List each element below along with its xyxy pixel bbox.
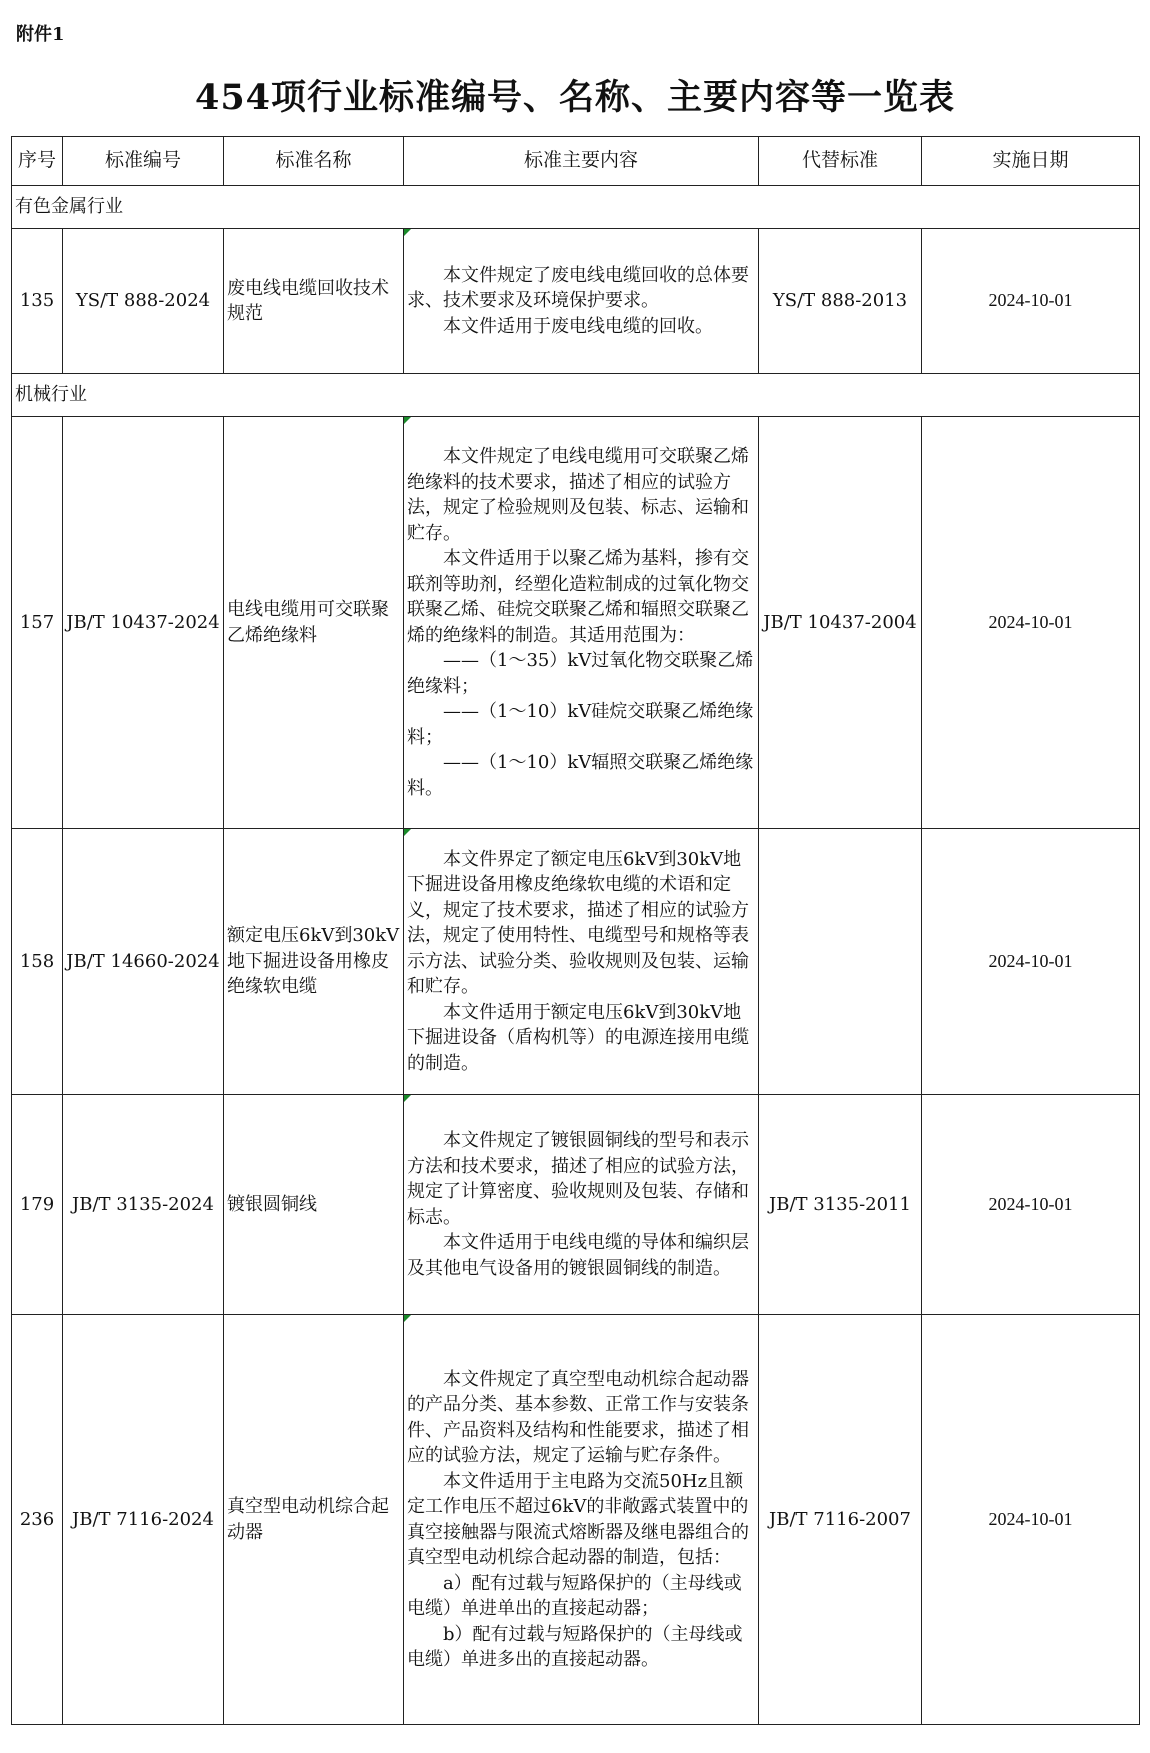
cell-replaces: JB/T 3135-2011	[759, 1095, 922, 1315]
content-paragraph: 本文件界定了额定电压6kV到30kV地下掘进设备用橡皮绝缘软电缆的术语和定义，规定了技术要求，描述了相应的试验方法，规定了使用特性、电缆型号和规格等表示方法、试验分类、验收规则及包装、运输和贮存。	[407, 848, 749, 998]
cell-date: 2024-10-01	[922, 229, 1140, 374]
cell-seq: 179	[12, 1095, 63, 1315]
cell-name: 电线电缆用可交联聚乙烯绝缘料	[224, 417, 404, 829]
cell-code: JB/T 3135-2024	[63, 1095, 224, 1315]
header-code: 标准编号	[63, 137, 224, 186]
cell-seq: 135	[12, 229, 63, 374]
cell-seq: 158	[12, 829, 63, 1095]
cell-seq: 157	[12, 417, 63, 829]
cell-code: JB/T 7116-2024	[63, 1315, 224, 1725]
table-row	[12, 229, 1140, 374]
cell-replaces: YS/T 888-2013	[759, 229, 922, 374]
content-paragraph: 本文件适用于额定电压6kV到30kV地下掘进设备（盾构机等）的电源连接用电缆的制造。	[407, 1001, 749, 1074]
cell-code: JB/T 10437-2024	[63, 417, 224, 829]
section-label: 有色金属行业	[12, 186, 1140, 229]
header-date: 实施日期	[922, 137, 1140, 186]
cell-seq: 236	[12, 1315, 63, 1725]
attachment-label: 附件1	[16, 24, 65, 45]
content-list-item: a）配有过载与短路保护的（主母线或电缆）单进单出的直接起动器；	[407, 1572, 742, 1619]
cell-name: 额定电压6kV到30kV地下掘进设备用橡皮绝缘软电缆	[224, 829, 404, 1095]
cell-replaces: JB/T 7116-2007	[759, 1315, 922, 1725]
cell-date: 2024-10-01	[922, 417, 1140, 829]
table-header-row	[12, 137, 1140, 186]
table-row	[12, 417, 1140, 829]
cell-date: 2024-10-01	[922, 1315, 1140, 1725]
content-paragraph: 本文件适用于以聚乙烯为基料，掺有交联剂等助剂，经塑化造粒制成的过氧化物交联聚乙烯、硅烷交联聚乙烯和辐照交联聚乙烯的绝缘料的制造。其适用范围为：	[407, 548, 749, 646]
cell-content	[404, 1095, 759, 1315]
section-label: 机械行业	[12, 374, 1140, 417]
content-paragraph: 本文件规定了真空型电动机综合起动器的产品分类、基本参数、正常工作与安装条件、产品资料及结构和性能要求，描述了相应的试验方法，规定了运输与贮存条件。	[407, 1368, 749, 1466]
cell-date: 2024-10-01	[922, 1095, 1140, 1315]
cell-replaces: JB/T 10437-2004	[759, 417, 922, 829]
document-title: 454项行业标准编号、名称、主要内容等一览表	[194, 77, 956, 118]
cell-date: 2024-10-01	[922, 829, 1140, 1095]
cell-name: 镀银圆铜线	[224, 1095, 404, 1315]
table-row	[12, 1315, 1140, 1725]
cell-content	[404, 829, 759, 1095]
cell-content	[404, 417, 759, 829]
content-paragraph: 本文件规定了废电线电缆回收的总体要求、技术要求及环境保护要求。	[407, 264, 749, 312]
content-list-item: ——（1～10）kV辐照交联聚乙烯绝缘料。	[407, 752, 754, 799]
cell-code: JB/T 14660-2024	[63, 829, 224, 1095]
content-list-item: ——（1～10）kV硅烷交联聚乙烯绝缘料；	[407, 701, 754, 748]
content-paragraph: 本文件适用于主电路为交流50Hz且额定工作电压不超过6kV的非敞露式装置中的真空接触器与限流式熔断器及继电器组合的真空型电动机综合起动器的制造，包括：	[407, 1470, 749, 1568]
content-list-item: b）配有过载与短路保护的（主母线或电缆）单进多出的直接起动器。	[407, 1623, 743, 1670]
cell-replaces	[759, 829, 922, 1095]
section-row-nonferrous	[12, 186, 1140, 229]
content-paragraph: 本文件规定了电线电缆用可交联聚乙烯绝缘料的技术要求，描述了相应的试验方法，规定了检验规则及包装、标志、运输和贮存。	[407, 446, 749, 544]
section-row-machinery	[12, 374, 1140, 417]
table-row	[12, 829, 1140, 1095]
cell-name: 真空型电动机综合起动器	[224, 1315, 404, 1725]
content-paragraph: 本文件适用于废电线电缆的回收。	[443, 315, 713, 337]
header-seq: 序号	[12, 137, 63, 186]
header-replaces: 代替标准	[759, 137, 922, 186]
cell-code: YS/T 888-2024	[63, 229, 224, 374]
content-paragraph: 本文件规定了镀银圆铜线的型号和表示方法和技术要求，描述了相应的试验方法，规定了计算密度、验收规则及包装、存储和标志。	[407, 1130, 749, 1228]
cell-content	[404, 229, 759, 374]
header-name: 标准名称	[224, 137, 404, 186]
content-paragraph: 本文件适用于电线电缆的导体和编织层及其他电气设备用的镀银圆铜线的制造。	[407, 1232, 749, 1279]
cell-content	[404, 1315, 759, 1725]
header-content: 标准主要内容	[404, 137, 759, 186]
standards-table	[11, 136, 1140, 1725]
table-row	[12, 1095, 1140, 1315]
content-list-item: ——（1～35）kV过氧化物交联聚乙烯绝缘料；	[407, 650, 754, 697]
cell-name: 废电线电缆回收技术规范	[224, 229, 404, 374]
